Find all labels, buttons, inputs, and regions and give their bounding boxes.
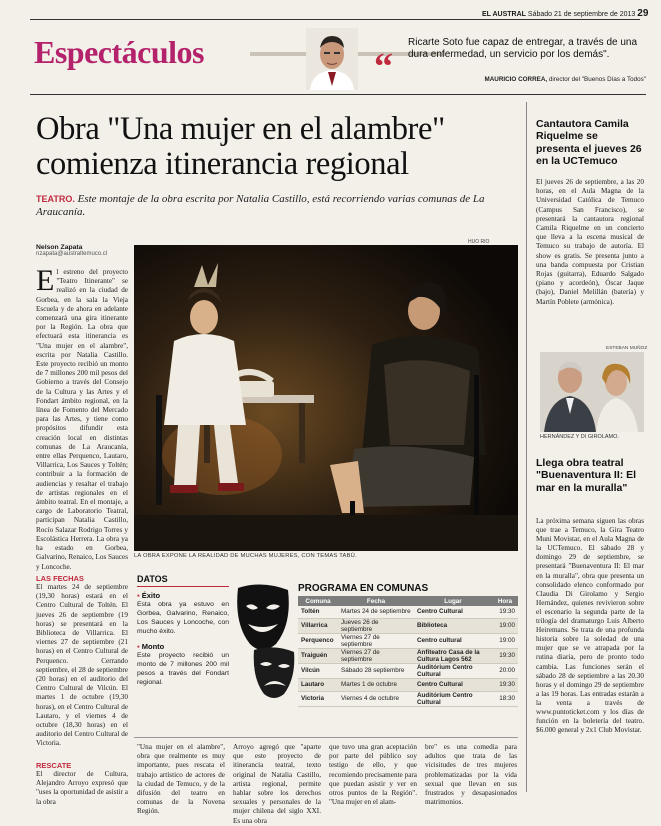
quote-author-role: director del "Buenos Días a Todos"	[548, 76, 646, 83]
page-number: 29	[637, 8, 649, 19]
issue-date: Sábado 21 de septiembre de 2013	[527, 11, 636, 18]
side1-headline: Cantautora Camila Riquelme se presenta el jueves 26 en la UCTemuco	[536, 118, 642, 168]
sidebar-divider	[526, 102, 527, 792]
bullet-icon: ▪	[137, 591, 142, 600]
cell-lugar: Centro Cultural	[414, 678, 492, 691]
datos-monto-text: Este proyecto recibió un monto de 7 millones 200 mil pesos a través del Fondart regional.	[137, 652, 229, 686]
cell-fecha: Viernes 27 de septiembre	[338, 648, 414, 663]
cell-lugar: Auditórium Centro Cultural	[414, 663, 492, 678]
program-table-grid	[298, 596, 518, 707]
cell-hora: 19:30	[492, 606, 518, 618]
cell-fecha: Sábado 28 septiembre	[338, 663, 414, 678]
col-header-fecha: Fecha	[338, 596, 414, 606]
program-title: PROGRAMA EN COMUNAS	[298, 583, 429, 594]
quote-mark-icon: “	[374, 46, 393, 88]
col-header-lugar: Lugar	[414, 596, 492, 606]
photo-credit: HUO RIO	[468, 239, 490, 245]
author-photo	[306, 28, 358, 90]
program-header-row	[298, 596, 518, 606]
bullet-icon: ▪	[137, 642, 142, 651]
fechas-text: El martes 24 de septiembre (19,30 horas) estará en el Centro Cultural de Toltén. El jueves 26 de septiembre (19 horas) se presentará en la Biblioteca de Villarrica. El viernes 27 de septiembre (21 horas) en el Centro Cultural de Perquenco. Cerrando septiembre, el 28 de septiembre (20 horas) en el auditorio del Centro Cultural de Vilcún. El martes 1 de octubre (19,30 horas), en el Centro Cultural de Lautaro, y el viernes 4 de octubre (18,30 horas) en el auditorio del Centro Cultural de Victoria.	[36, 583, 128, 748]
quote-text: Ricarte Soto fue capaz de entregar, a través de una dura enfermedad, un servicio por los demás".	[408, 37, 638, 60]
cell-hora: 20:00	[492, 663, 518, 678]
side1-photo	[540, 352, 644, 432]
cell-fecha: Martes 24 de septiembre	[338, 606, 414, 618]
cell-hora: 19:00	[492, 633, 518, 648]
theatre-masks-icon	[232, 578, 298, 708]
rescate-text: El director de Cultura, Alejandro Arroyo expresó que "uses la oportunidad de asistir a la obra	[36, 770, 128, 806]
body-paragraph-1: l estreno del proyecto "Teatro Itinerante" se realizó en la ciudad de Gorbea, en la sala la Vieja Escuela y de ahora en adelante comenzará una gira itinerante por la Región. La obra que efectuará esta itinerancia es "Una mujer en el alambre", escrita por Natalia Castillo. Este proyecto recibió un monto de 7 millones 200 mil pesos del Gobierno a través del Consejo de la Cultura y las Artes y el Fondart ámbito regional, en la línea de Fomento del Mercado para las Artes, y tiene como propósitos difundir esta creación local en distintas comunas de La Araucanía, entre ellas Perquenco, Lautaro, Villarrica, Los Sauces y Toltén; contribuir a la formación de audiencias y resaltar el trabajo de artistas regionales en el ámbito teatral. En el montaje, a cargo de Laboratorio Teatral, participan Natalia Castillo, Rocío Salazar Rodrigo Torres y Escolástica Herrera. La obra ya ha estado en Gorbea, Galvarino, Renaico, Los Sauces y Loncoche.	[36, 268, 129, 571]
cell-hora: 19:30	[492, 678, 518, 691]
table-row	[298, 691, 518, 706]
section-rule	[30, 94, 646, 95]
side1-photo-caption: HERNÁNDEZ Y DI GIROLAMO.	[540, 434, 619, 440]
cell-comuna: Villarrica	[298, 618, 338, 633]
cell-lugar: Auditórium Centro Cultural	[414, 691, 492, 706]
datos-exito-label: Éxito	[141, 591, 161, 600]
table-row	[298, 663, 518, 678]
article-deck	[36, 193, 516, 219]
bottom-divider	[134, 737, 518, 738]
bottom-col3-text: Arroyo agregó que "aparte que este proyecto de itinerancia teatral, texto original de Natalia Castillo, artista regional, permite hablar sobre los derechos sexuales y personales de la mujer chilena del siglo XXI. Es una obra	[233, 743, 321, 825]
quote-attribution	[376, 76, 646, 83]
table-row	[298, 678, 518, 691]
byline-email: nzapata@australtemuco.cl	[36, 251, 108, 257]
cell-hora: 19:00	[492, 618, 518, 633]
side2-headline: Llega obra teatral "Buenaventura II: El mar en la muralla"	[536, 457, 637, 494]
cell-hora: 19:30	[492, 648, 518, 663]
byline-block	[36, 244, 126, 257]
main-headline: Obra "Una mujer en el alambre" comienza itinerancia regional	[36, 111, 445, 182]
top-rule	[30, 19, 640, 20]
table-row	[298, 618, 518, 633]
program-table	[298, 596, 518, 707]
bottom-col2-text: "Una mujer en el alambre", obra que realmente es muy importante, pues rescata el trabajo artístico de actores de la ciudad de Temuco, y de la difusión del teatro en comunas de la Novena Región.	[137, 743, 225, 816]
deck-kicker: TEATRO.	[36, 194, 75, 204]
cell-comuna: Vilcún	[298, 663, 338, 678]
side1-text: El jueves 26 de septiembre, a las 20 horas, en el Aula Magna de la Universidad Católica de Temuco (Campus San Francisco), se presentará la cantautora regional Camila Riquelme en un concierto que lleva a la escena musical de Temuco su trabajo de autoría. El show es gratis. Se presenta junto a una banda compuesta por Cristian Rojas (guitarra), Eduardo Salgado (piano y acordeón), Óscar Jaque (bajo), Daniel Melillán (batería) y Martín Poblete (armónica).	[536, 178, 644, 306]
rescate-heading: RESCATE	[36, 761, 72, 770]
cell-fecha: Martes 1 de octubre	[338, 678, 414, 691]
cell-fecha: Viernes 27 de septiembre	[338, 633, 414, 648]
quote-author: MAURICIO CORREA,	[484, 76, 548, 83]
cell-comuna: Perquenco	[298, 633, 338, 648]
side1-photo-credit: ESTEBAN MUÑOZ	[606, 346, 648, 351]
datos-box	[137, 574, 229, 736]
cell-lugar: Centro Cultural	[414, 606, 492, 618]
masthead	[482, 8, 648, 19]
cell-comuna: Toltén	[298, 606, 338, 618]
cell-comuna: Lautaro	[298, 678, 338, 691]
stage-scene-illustration	[134, 245, 518, 551]
cell-comuna: Traiguén	[298, 648, 338, 663]
table-row	[298, 633, 518, 648]
cell-hora: 18:30	[492, 691, 518, 706]
cell-lugar: Centro cultural	[414, 633, 492, 648]
fechas-block	[36, 574, 128, 749]
paper-name: EL AUSTRAL	[482, 11, 526, 18]
datos-title: DATOS	[137, 574, 229, 587]
cell-fecha: Jueves 26 de septiembre	[338, 618, 414, 633]
table-row	[298, 648, 518, 663]
cell-fecha: Viernes 4 de octubre	[338, 691, 414, 706]
main-body-col1	[36, 264, 129, 572]
main-photo	[134, 245, 518, 551]
actors-portrait-illustration	[540, 352, 644, 432]
datos-monto-label: Monto	[141, 642, 165, 651]
cell-lugar: Anfiteatro Casa de la Cultura Lagos 562	[414, 648, 492, 663]
deck-text: Este montaje de la obra escrita por Natalia Castillo, está recorriendo varias comunas de La Araucanía.	[36, 193, 485, 218]
col-header-hora: Hora	[492, 596, 518, 606]
section-label: Espectáculos	[34, 34, 204, 70]
byline: Nelson Zapata	[36, 244, 83, 251]
side2-text: La próxima semana siguen las obras que trae a Temuco, la Gira Teatro Muni Movistar, en el Aula Magna de la UCTemuco. El sábado 28 y domingo 29 de septiembre, se presentará "Buenaventura II: El mar en la muralla", obra que presenta un consolidado elenco conformado por Claudia Di Girolamo y Sergio Hernández, quienes revivieron sobre el escenario la segunda parte de la trilogía del dramaturgo Luis Alberto Heiremans. Se trata de una profunda historia sobre la soledad de una mujer que se ve atrapada por la rutina diaria, pero de pronto todo cambia. Las funciones serán el sábado 28 de septiembre a las 20.30 horas y el domingo 29 de septiembre a las 19 horas. Las entradas estarán a la venta a través de www.puntoticket.com y los días de función en la boletería del teatro. $6.000 general y 2x1 Club Movistar.	[536, 517, 644, 735]
datos-monto-heading	[137, 642, 229, 651]
cell-lugar: Biblioteca	[414, 618, 492, 633]
bottom-col4-text: que tuvo una gran aceptación por parte del público soy testigo de ello, y que recomiendo precisamente para que puedan asistir y ver en otros puntos de la Región". "Una mujer en el alam-	[329, 743, 417, 807]
datos-exito-text: Esta obra ya estuvo en Gorbea, Galvarino, Renaico, Los Sauces y Loncoche, con mucho éxito.	[137, 601, 229, 635]
fechas-heading: LAS FECHAS	[36, 574, 84, 583]
datos-exito-heading	[137, 591, 229, 600]
photo-caption: LA OBRA EXPONE LA REALIDAD DE MUCHAS MUJERES, CON TEMAS TABÚ.	[134, 553, 357, 559]
author-portrait-illustration	[306, 28, 358, 90]
table-row	[298, 606, 518, 618]
cell-comuna: Victoria	[298, 691, 338, 706]
dropcap: E	[36, 264, 55, 297]
col-header-comuna: Comuna	[298, 596, 338, 606]
bottom-col5-text: bre" es una comedia para adultos que trata de las vicisitudes de tres mujeres problematizadas por la vida sexual que llevan en sus frustrados y desapasionados matrimonios.	[425, 743, 517, 807]
